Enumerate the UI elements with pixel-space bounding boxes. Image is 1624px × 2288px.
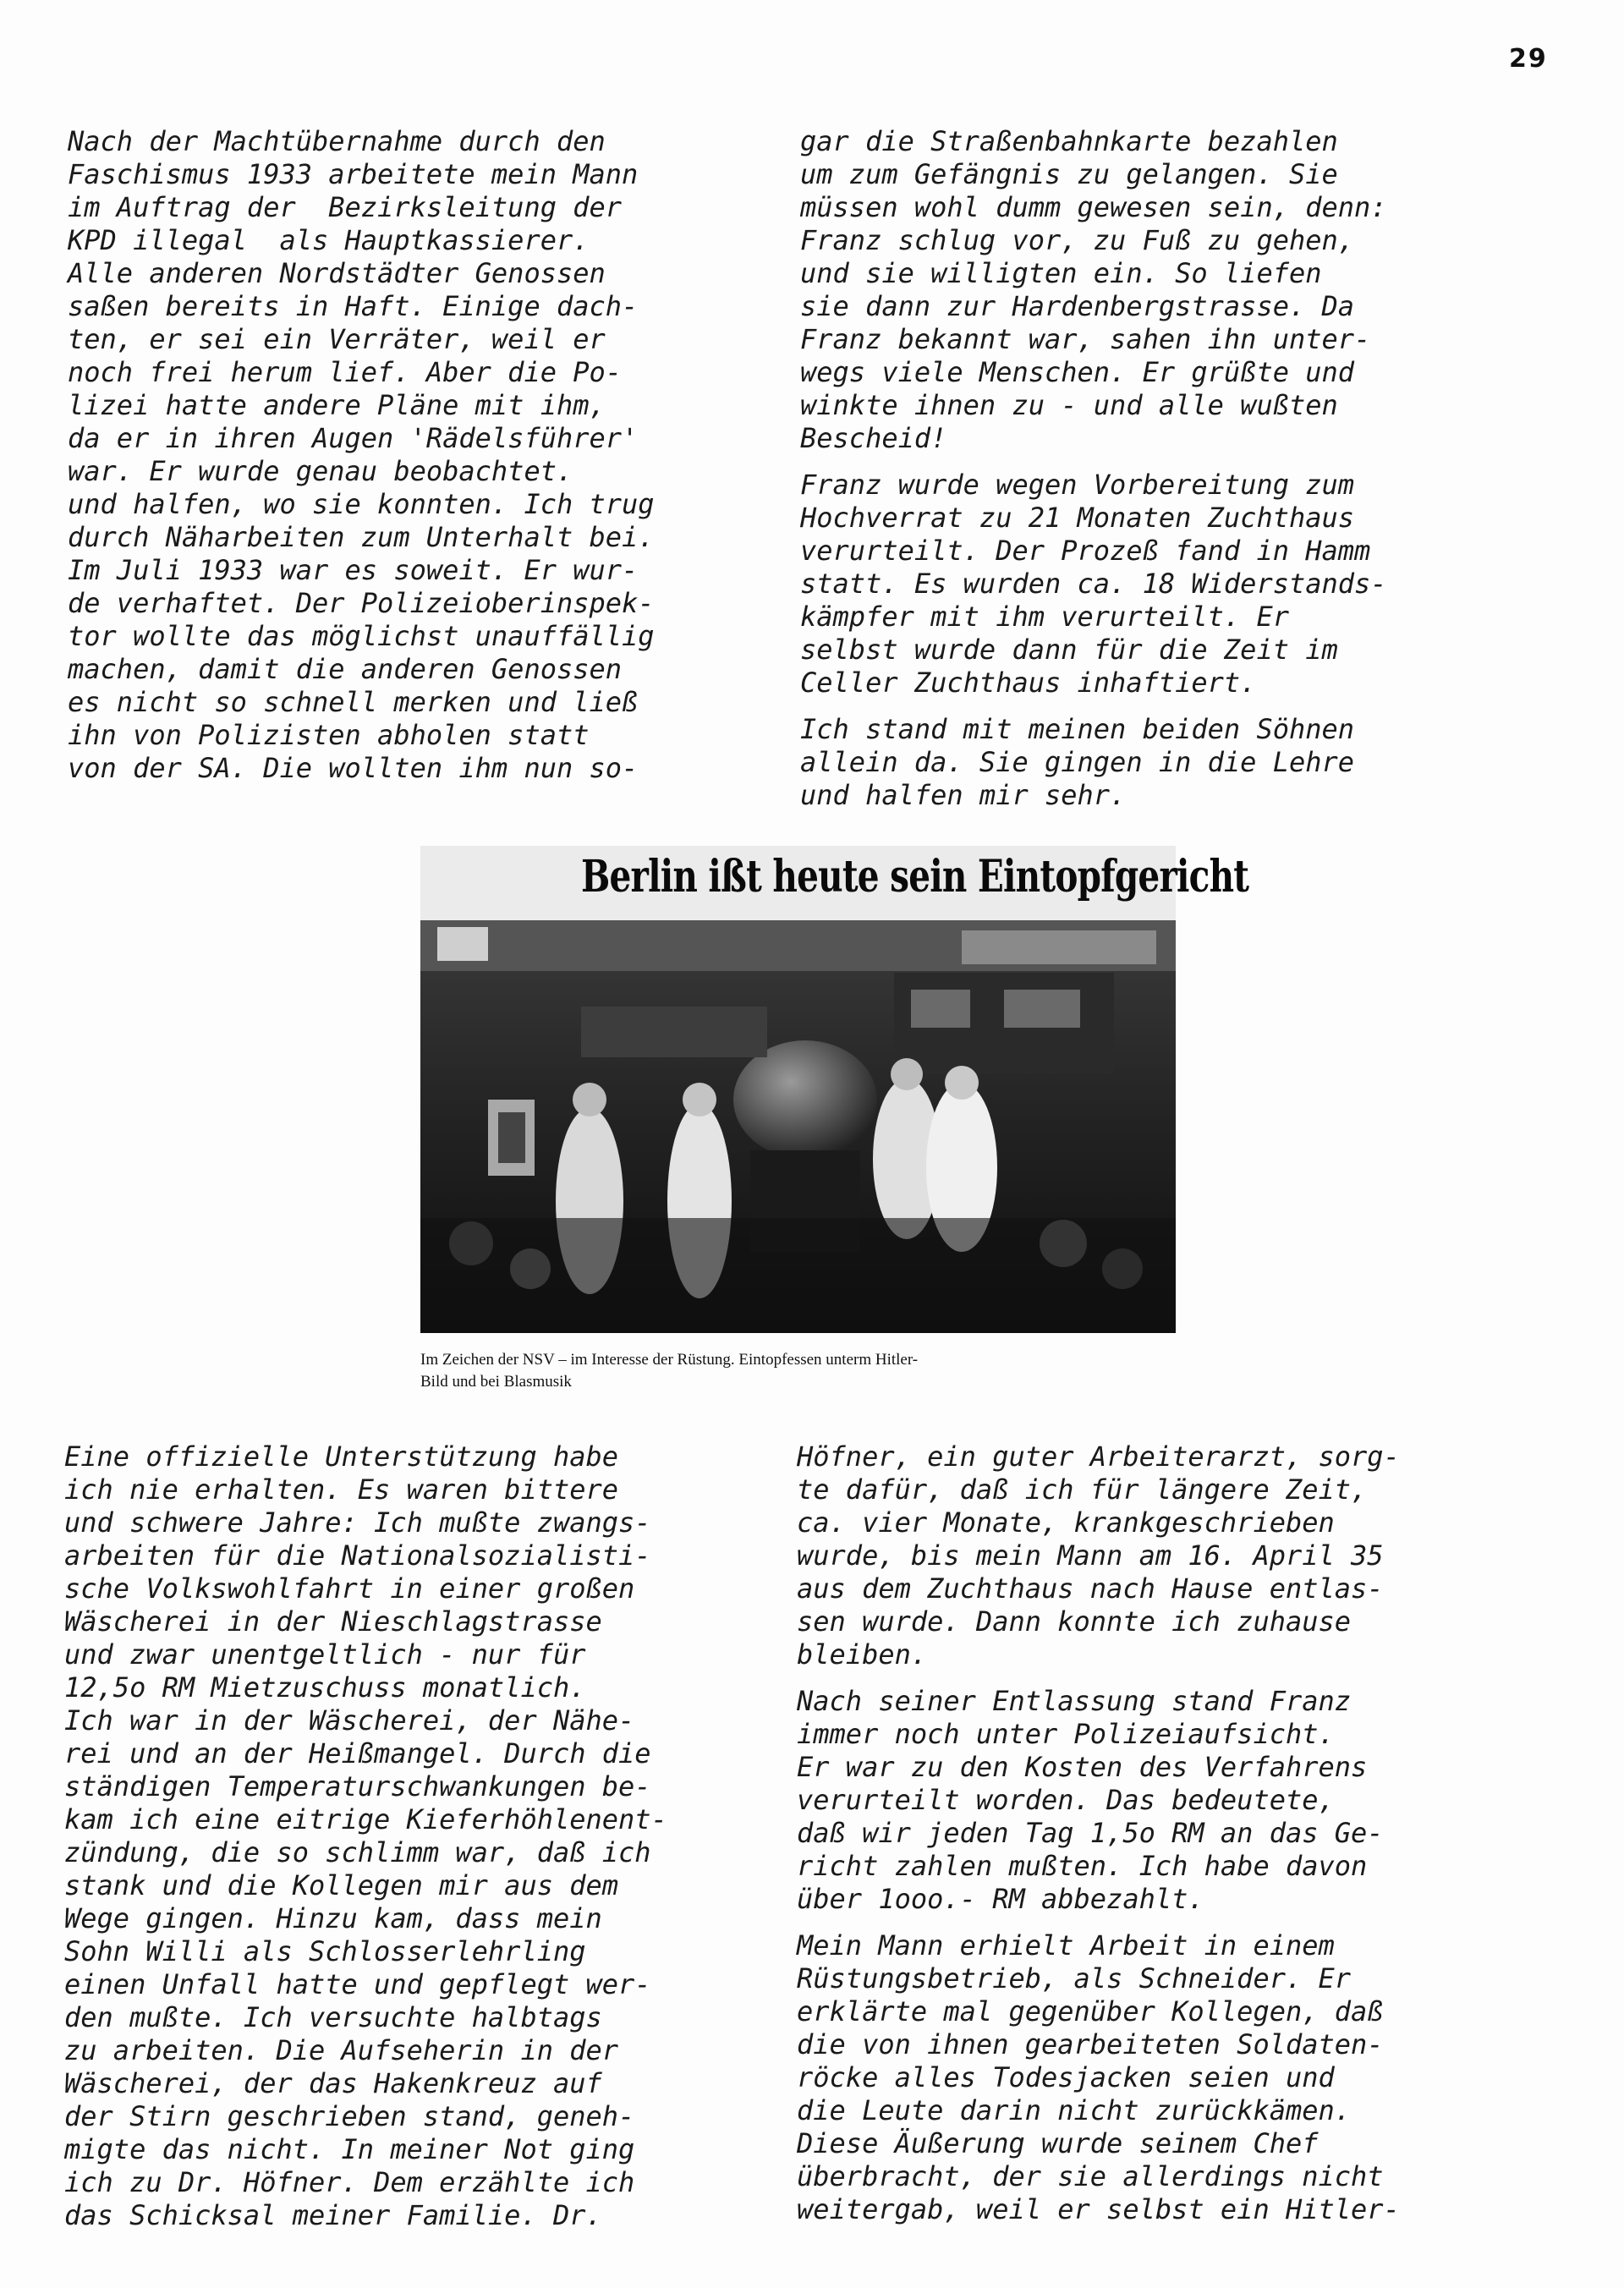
text-line: tor wollte das möglichst unauffällig <box>68 620 655 652</box>
text-line: den mußte. Ich versuchte halbtags <box>64 2001 602 2033</box>
text-line: de verhaftet. Der Polizeioberinspek- <box>68 587 655 619</box>
caption-line: Im Zeichen der NSV – im Interesse der Rüstung. Eintopfessen unterm Hitler- <box>420 1351 919 1369</box>
text-line: ihn von Polizisten abholen statt <box>68 719 590 751</box>
text-line: müssen wohl dumm gewesen sein, denn: <box>800 191 1387 223</box>
text-line: wegs viele Menschen. Er grüßte und <box>800 356 1355 388</box>
text-line: Bescheid! <box>800 422 947 454</box>
paragraph <box>797 1929 1558 2226</box>
text-line: Faschismus 1933 arbeitete mein Mann <box>68 158 639 190</box>
text-line: Ich war in der Wäscherei, der Nähe- <box>64 1704 635 1737</box>
text-line: es nicht so schnell merken und ließ <box>68 686 639 718</box>
text-line: allein da. Sie gingen in die Lehre <box>800 746 1355 778</box>
text-line: machen, damit die anderen Genossen <box>68 653 623 685</box>
text-line: und halfen, wo sie konnten. Ich trug <box>68 488 655 520</box>
text-line: die Leute darin nicht zurückkämen. <box>797 2094 1352 2126</box>
newspaper-photo <box>420 846 1249 1333</box>
text-line: Ich stand mit meinen beiden Söhnen <box>800 713 1355 745</box>
text-line: Er war zu den Kosten des Verfahrens <box>797 1751 1368 1783</box>
text-line: rei und an der Heißmangel. Durch die <box>64 1737 651 1769</box>
text-line: kämpfer mit ihm verurteilt. Er <box>800 601 1289 633</box>
paragraph <box>797 1685 1558 1916</box>
paragraph <box>797 1440 1558 1671</box>
text-line: Franz schlug vor, zu Fuß zu gehen, <box>800 224 1355 256</box>
text-line: stank und die Kollegen mir aus dem <box>64 1869 619 1901</box>
text-line: und zwar unentgeltlich - nur für <box>64 1638 586 1671</box>
column-bottom-left <box>64 1440 792 2246</box>
text-line: verurteilt. Der Prozeß fand in Hamm <box>800 535 1371 567</box>
text-line: bleiben. <box>797 1638 928 1671</box>
text-line: noch frei herum lief. Aber die Po- <box>68 356 623 388</box>
text-line: arbeiten für die Nationalsozialisti- <box>64 1539 651 1572</box>
text-line: gar die Straßenbahnkarte bezahlen <box>800 125 1338 157</box>
text-line: war. Er wurde genau beobachtet. <box>68 455 573 487</box>
text-line: Mein Mann erhielt Arbeit in einem <box>797 1929 1335 1962</box>
text-line: überbracht, der sie allerdings nicht <box>797 2160 1384 2192</box>
text-line: migte das nicht. In meiner Not ging <box>64 2133 635 2165</box>
text-line: KPD illegal als Hauptkassierer. <box>68 224 590 256</box>
text-line: Höfner, ein guter Arbeiterarzt, sorg- <box>797 1440 1400 1473</box>
text-line: sie dann zur Hardenbergstrasse. Da <box>800 290 1355 322</box>
text-line: von der SA. Die wollten ihm nun so- <box>68 752 639 784</box>
text-line: Alle anderen Nordstädter Genossen <box>68 257 606 289</box>
text-line: weitergab, weil er selbst ein Hitler- <box>797 2193 1400 2225</box>
paragraph <box>800 469 1561 700</box>
text-line: ca. vier Monate, krankgeschrieben <box>797 1506 1335 1539</box>
text-line: ich zu Dr. Höfner. Dem erzählte ich <box>64 2166 635 2198</box>
text-line: ten, er sei ein Verräter, weil er <box>68 323 606 355</box>
text-line: Nach der Machtübernahme durch den <box>68 125 606 157</box>
text-line: da er in ihren Augen 'Rädelsführer' <box>68 422 639 454</box>
text-line: über 1ooo.- RM abbezahlt. <box>797 1883 1204 1915</box>
paragraph <box>64 1440 792 2232</box>
text-line: Franz wurde wegen Vorbereitung zum <box>800 469 1355 501</box>
text-line: daß wir jeden Tag 1,5o RM an das Ge- <box>797 1817 1384 1849</box>
text-line: Rüstungsbetrieb, als Schneider. Er <box>797 1962 1352 1994</box>
text-line: immer noch unter Polizeiaufsicht. <box>797 1718 1335 1750</box>
text-line: Franz bekannt war, sahen ihn unter- <box>800 323 1371 355</box>
photo-headline-banner <box>420 846 1249 920</box>
paragraph <box>800 125 1561 455</box>
text-line: erklärte mal gegenüber Kollegen, daß <box>797 1995 1384 2027</box>
text-line: im Auftrag der Bezirksleitung der <box>68 191 623 223</box>
text-line: einen Unfall hatte und gepflegt wer- <box>64 1968 651 2000</box>
text-line: durch Näharbeiten zum Unterhalt bei. <box>68 521 655 553</box>
text-line: wurde, bis mein Mann am 16. April 35 <box>797 1539 1384 1572</box>
column-top-right <box>800 125 1561 826</box>
text-line: und schwere Jahre: Ich mußte zwangs- <box>64 1506 651 1539</box>
text-line: sche Volkswohlfahrt in einer großen <box>64 1572 635 1605</box>
text-line: aus dem Zuchthaus nach Hause entlas- <box>797 1572 1384 1605</box>
text-line: die von ihnen gearbeiteten Soldaten- <box>797 2028 1384 2060</box>
text-line: ständigen Temperaturschwankungen be- <box>64 1770 651 1802</box>
text-line: Diese Äußerung wurde seinem Chef <box>797 2127 1319 2159</box>
text-line: Wäscherei in der Nieschlagstrasse <box>64 1605 602 1638</box>
paragraph <box>68 125 778 785</box>
text-line: lizei hatte andere Pläne mit ihm, <box>68 389 606 421</box>
text-line: statt. Es wurden ca. 18 Widerstands- <box>800 568 1387 600</box>
text-line: um zum Gefängnis zu gelangen. Sie <box>800 158 1338 190</box>
text-line: verurteilt worden. Das bedeutete, <box>797 1784 1335 1816</box>
paragraph <box>800 713 1561 812</box>
text-line: richt zahlen mußten. Ich habe davon <box>797 1850 1368 1882</box>
text-line: zu arbeiten. Die Aufseherin in der <box>64 2034 619 2066</box>
text-line: winkte ihnen zu - und alle wußten <box>800 389 1338 421</box>
text-line: Wäscherei, der das Hakenkreuz auf <box>64 2067 602 2099</box>
column-top-left <box>68 125 778 798</box>
text-line: röcke alles Todesjacken seien und <box>797 2061 1335 2093</box>
text-line: Im Juli 1933 war es soweit. Er wur- <box>68 554 639 586</box>
text-line: saßen bereits in Haft. Einige dach- <box>68 290 639 322</box>
photo-headline: Berlin ißt heute sein Eintopfgericht <box>581 851 1249 903</box>
text-line: sen wurde. Dann konnte ich zuhause <box>797 1605 1352 1638</box>
photo-caption <box>420 1349 1199 1393</box>
text-line: zündung, die so schlimm war, daß ich <box>64 1836 651 1868</box>
text-line: Eine offizielle Unterstützung habe <box>64 1440 619 1473</box>
text-line: Celler Zuchthaus inhaftiert. <box>800 667 1257 699</box>
text-line: Wege gingen. Hinzu kam, dass mein <box>64 1902 602 1934</box>
text-line: Sohn Willi als Schlosserlehrling <box>64 1935 586 1967</box>
text-line: 12,5o RM Mietzuschuss monatlich. <box>64 1671 586 1704</box>
text-line: und halfen mir sehr. <box>800 779 1127 811</box>
text-line: Hochverrat zu 21 Monaten Zuchthaus <box>800 502 1355 534</box>
column-bottom-right <box>797 1440 1558 2240</box>
text-line: das Schicksal meiner Familie. Dr. <box>64 2199 602 2231</box>
text-line: te dafür, daß ich für längere Zeit, <box>797 1473 1368 1506</box>
text-line: kam ich eine eitrige Kieferhöhlenent- <box>64 1803 667 1835</box>
text-line: der Stirn geschrieben stand, geneh- <box>64 2100 635 2132</box>
text-line: selbst wurde dann für die Zeit im <box>800 634 1338 666</box>
caption-line: Bild und bei Blasmusik <box>420 1373 572 1391</box>
text-line: und sie willigten ein. So liefen <box>800 257 1322 289</box>
page-number: 29 <box>1509 44 1548 74</box>
text-line: Nach seiner Entlassung stand Franz <box>797 1685 1352 1717</box>
text-line: ich nie erhalten. Es waren bittere <box>64 1473 619 1506</box>
